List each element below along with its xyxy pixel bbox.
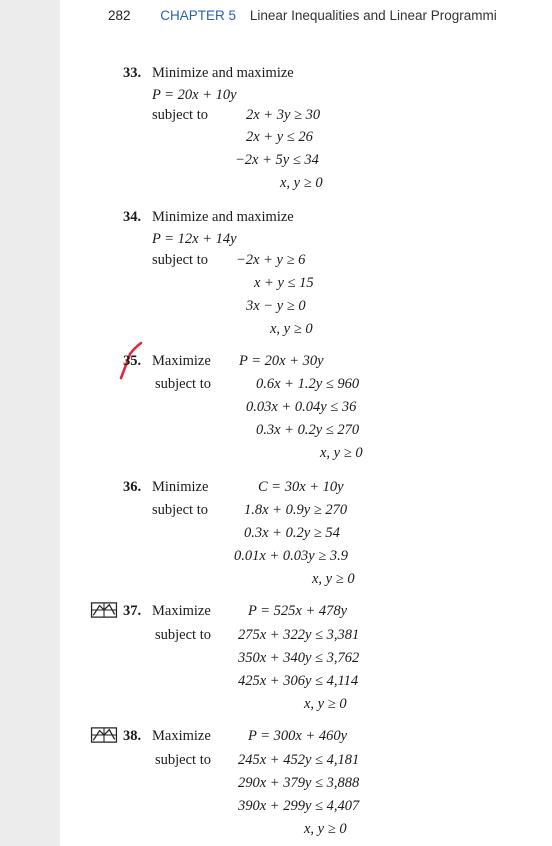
problem-instruction: Minimize and maximize xyxy=(152,65,294,81)
subject-to-label: subject to xyxy=(152,252,208,268)
constraint: 2x + y ≤ 26 xyxy=(246,129,313,145)
problem-instruction: Maximize xyxy=(152,728,211,744)
constraint: 425x + 306y ≤ 4,114 xyxy=(238,673,359,689)
constraint: 0.3x + 0.2y ≥ 54 xyxy=(244,525,340,541)
chapter-label: CHAPTER 5 xyxy=(160,8,237,23)
constraint: 290x + 379y ≤ 3,888 xyxy=(238,775,360,791)
problem-number: 35. xyxy=(123,353,142,369)
constraint: 0.03x + 0.04y ≤ 36 xyxy=(246,399,357,415)
constraint: x, y ≥ 0 xyxy=(312,571,355,587)
objective-function: P = 12x + 14y xyxy=(152,231,237,247)
problem-instruction: Minimize and maximize xyxy=(152,209,294,225)
problem-number: 36. xyxy=(123,479,142,495)
page-header xyxy=(108,8,497,23)
subject-to-label: subject to xyxy=(155,752,211,768)
objective-function: P = 300x + 460y xyxy=(248,728,348,744)
page-margin xyxy=(0,0,60,846)
constraint: 390x + 299y ≤ 4,407 xyxy=(238,798,360,814)
constraint: 1.8x + 0.9y ≥ 270 xyxy=(244,502,348,518)
problem-number: 33. xyxy=(123,65,142,81)
graphing-calculator-icon xyxy=(90,727,118,743)
problem-number: 38. xyxy=(123,728,142,744)
constraint: 0.3x + 0.2y ≤ 270 xyxy=(256,422,360,438)
constraint: x + y ≤ 15 xyxy=(254,275,314,291)
constraint: x, y ≥ 0 xyxy=(304,821,347,837)
constraint: x, y ≥ 0 xyxy=(270,321,313,337)
problem-number: 37. xyxy=(123,603,142,619)
constraint: x, y ≥ 0 xyxy=(280,175,323,191)
subject-to-label: subject to xyxy=(152,107,208,123)
subject-to-label: subject to xyxy=(152,502,208,518)
constraint: x, y ≥ 0 xyxy=(320,445,363,461)
constraint: −2x + 5y ≤ 34 xyxy=(235,152,319,168)
constraint: 3x − y ≥ 0 xyxy=(246,298,306,314)
page-number: 282 xyxy=(108,8,131,23)
graphing-calculator-icon xyxy=(90,602,118,618)
constraint: 245x + 452y ≤ 4,181 xyxy=(238,752,360,768)
constraint: 0.01x + 0.03y ≥ 3.9 xyxy=(234,548,348,564)
constraint: −2x + y ≥ 6 xyxy=(236,252,306,268)
constraint: 350x + 340y ≤ 3,762 xyxy=(238,650,360,666)
problem-instruction: Maximize xyxy=(152,603,211,619)
constraint: x, y ≥ 0 xyxy=(304,696,347,712)
objective-function: P = 20x + 30y xyxy=(239,353,324,369)
objective-function: P = 525x + 478y xyxy=(248,603,348,619)
constraint: 0.6x + 1.2y ≤ 960 xyxy=(256,376,360,392)
subject-to-label: subject to xyxy=(155,376,211,392)
constraint: 275x + 322y ≤ 3,381 xyxy=(238,627,360,643)
objective-function: P = 20x + 10y xyxy=(152,87,237,103)
chapter-title: Linear Inequalities and Linear Programmi xyxy=(249,8,497,23)
problem-instruction: Maximize xyxy=(152,353,211,369)
problem-number: 34. xyxy=(123,209,142,225)
subject-to-label: subject to xyxy=(155,627,211,643)
constraint: 2x + 3y ≥ 30 xyxy=(246,107,321,123)
objective-function: C = 30x + 10y xyxy=(258,479,344,495)
problem-instruction: Minimize xyxy=(152,479,209,495)
